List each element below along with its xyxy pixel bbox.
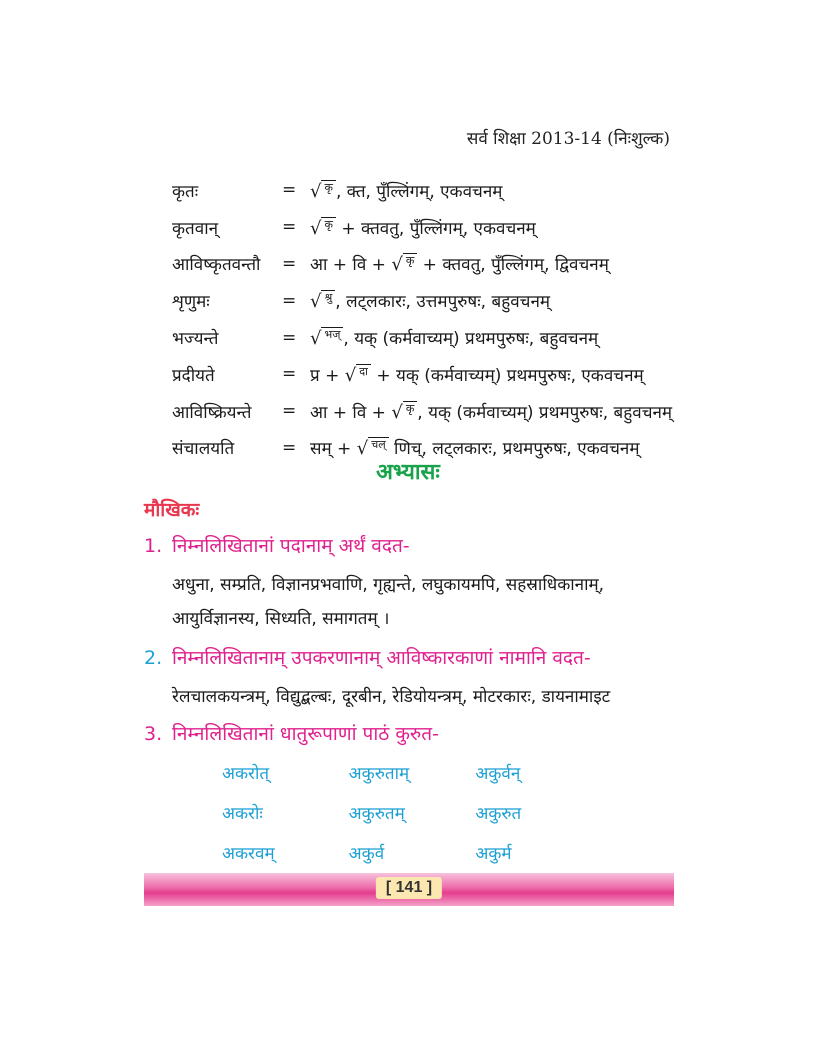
question-1-answer-line-2: आयुर्विज्ञानस्य, सिध्यति, समागतम् । [172,609,390,629]
equals-sign: = [282,253,297,274]
derivation-word: कृतवान् [172,218,219,239]
prefix: प्र + [310,365,345,386]
question-number: 1. [144,535,163,557]
suffix: , लट्लकारः, उत्तमपुरुषः, बहुवचनम् [335,292,551,313]
suffix: , यक् (कर्मवाच्यम्) प्रथमपुरुषः, बहुवचनम् [343,329,599,350]
derivation-row [172,282,692,319]
equals-sign: = [282,327,297,348]
derivation-expression [310,179,692,202]
question-text: निम्नलिखितानाम् उपकरणानाम् आविष्कारकाणां नामानि वदत- [172,647,591,669]
radical-icon: √ [391,401,403,423]
question-1 [144,532,410,558]
root-radical [310,327,343,349]
derivation-word: आविष्कृतवन्तौ [172,255,261,276]
radical-icon: √ [310,180,322,202]
verb-form: अकुरुतम् [348,803,405,824]
suffix: + यक् (कर्मवाच्यम्) प्रथमपुरुषः, एकवचनम् [370,365,644,386]
root-text: दा [356,364,371,379]
derivation-word: संचालयति [172,439,235,460]
page-header: सर्व शिक्षा 2013-14 (निःशुल्क) [466,129,670,149]
derivation-expression [310,252,692,275]
equals-sign: = [282,437,297,458]
derivation-word: शृणुमः [172,292,210,313]
verb-forms-row [222,752,602,792]
prefix: आ + वि + [310,255,392,276]
radical-icon: √ [310,328,322,350]
derivation-row [172,319,692,356]
footer-band [144,873,674,906]
prefix: सम् + [310,439,357,460]
prefix: आ + वि + [310,402,392,423]
derivation-word: कृतः [172,181,199,202]
root-text: श्रु [321,290,335,305]
verb-form: अकुरुताम् [348,763,410,784]
equals-sign: = [282,290,297,311]
verb-form: अकरोः [222,803,263,824]
root-text: कृ [403,401,417,416]
verb-forms-row [222,832,602,872]
root-radical [391,253,417,275]
root-radical [391,401,417,423]
derivation-expression [310,289,692,312]
derivation-expression [310,400,692,423]
derivation-word: भज्यन्ते [172,329,219,350]
suffix: , यक् (कर्मवाच्यम्) प्रथमपुरुषः, बहुवचनम् [417,402,673,423]
equals-sign: = [282,401,297,422]
section-title: अभ्यासः [376,460,440,485]
page-number: [ 141 ] [376,877,442,899]
question-2-answer: रेलचालकयन्त्रम्, विद्युद्बल्बः, दूरबीन, रेडियोयन्त्रम्, मोटरकारः, डायनामाइट [172,687,611,707]
derivation-word: आविष्क्रियन्ते [172,402,252,423]
question-number: 3. [144,723,163,745]
radical-icon: √ [356,438,369,460]
question-3 [144,720,439,746]
question-text: निम्नलिखितानां धातुरूपाणां पाठं कुरुत- [172,723,439,745]
equals-sign: = [282,364,297,385]
derivation-expression [310,326,692,349]
derivation-expression [310,363,692,386]
verb-form: अकरोत् [222,763,270,784]
verb-form: अकुरुत [475,803,522,824]
equals-sign: = [282,180,297,201]
suffix: , क्त, पुँल्लिंगम्, एकवचनम् [335,181,503,202]
oral-label: मौखिकः [144,499,200,521]
question-1-answer-line-1: अधुना, सम्प्रति, विज्ञानप्रभवाणि, गृह्यन्ते, लघुकायमपि, सहस्राधिकानाम्, [172,575,605,595]
radical-icon: √ [391,254,403,276]
verb-form: अकुर्व [348,843,385,864]
verb-form: अकुर्म [475,843,512,864]
suffix: णिच्, लट्लकारः, प्रथमपुरुषः, एकवचनम् [388,439,640,460]
verb-form: अकरवम् [222,843,275,864]
verb-form: अकुर्वन् [475,763,521,784]
derivation-expression [310,216,692,239]
root-text: चल् [368,437,388,452]
derivation-row [172,209,692,246]
root-text: भज् [321,327,343,342]
suffix: + क्तवतु, पुँल्लिंगम्, द्विवचनम् [417,255,609,276]
root-radical [310,290,335,312]
equals-sign: = [282,217,297,238]
root-text: कृ [403,253,417,268]
suffix: + क्तवतु, पुँल्लिंगम्, एकवचनम् [335,218,536,239]
radical-icon: √ [344,364,357,386]
derivation-row [172,356,692,393]
root-text: कृ [321,180,335,195]
question-number: 2. [144,647,163,669]
derivation-row [172,246,692,283]
root-radical [310,217,336,239]
derivation-row [172,172,692,209]
question-text: निम्नलिखितानां पदानाम् अर्थं वदत- [172,535,410,557]
radical-icon: √ [310,217,322,239]
derivation-row [172,393,692,430]
radical-icon: √ [310,291,322,313]
root-radical [345,364,371,386]
question-2 [144,644,591,670]
derivation-word: प्रदीयते [172,365,215,386]
verb-forms-grid [222,752,602,872]
verb-forms-row [222,792,602,832]
root-radical [310,180,336,202]
root-text: कृ [321,217,335,232]
derivation-table [172,172,692,466]
